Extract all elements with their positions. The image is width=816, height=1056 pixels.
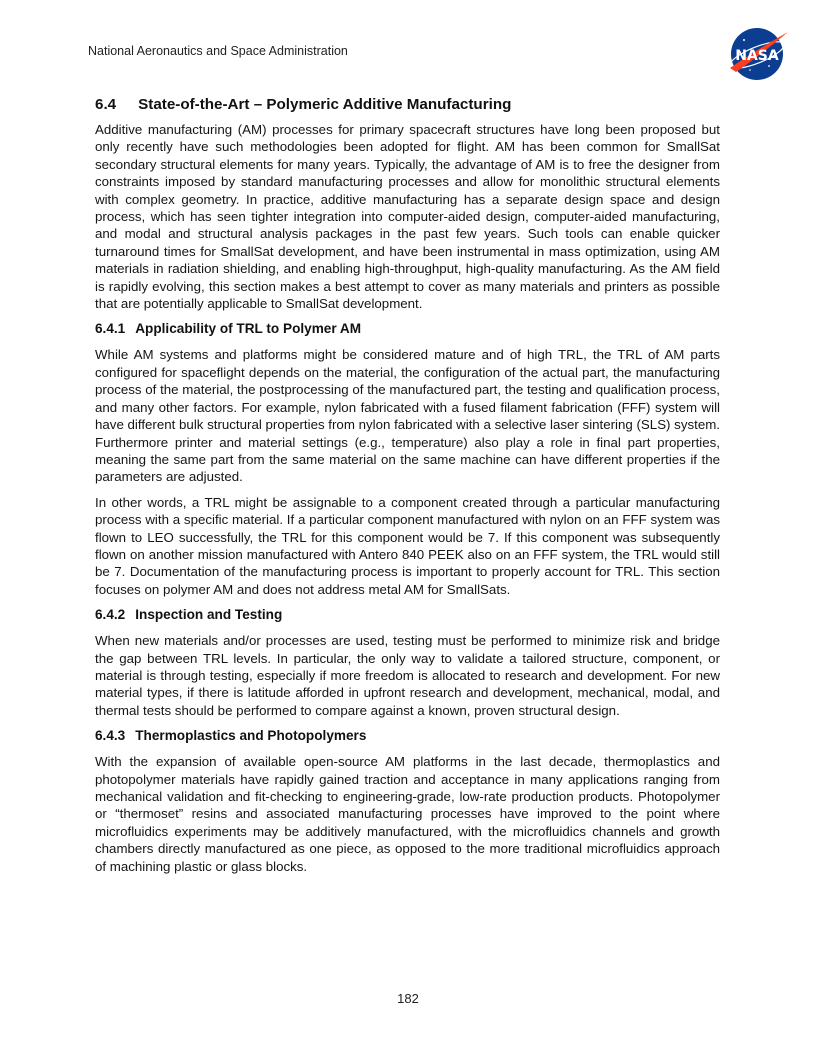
subsection-heading [95,320,720,338]
subsection-title: Thermoplastics and Photopolymers [135,728,367,744]
paragraph: In other words, a TRL might be assignable to a component created through a particular manufacturing process with a specific material. If a particular component manufactured with nylon on an FFF system was flown to LEO successfully, the TRL for this component would be 7. If this component was subsequently flown on another mission manufactured with Antero 840 PEEK also on an FFF system, the TRL would still be 7. Documentation of the manufacturing process is important to properly account for TRL. This section focuses on polymer AM and does not address metal AM for SmallSats. [95,494,720,597]
subsection-number: 6.4.3 [95,728,126,744]
paragraph: When new materials and/or processes are used, testing must be performed to minimize risk and bridge the gap between TRL levels. In particular, the only way to validate a tailored structure, component, or material is through testing, especially if more freedom is allocated to research and development. For new material types, if there is latitude afforded in upfront research and development, mechanical, modal, and thermal tests should be performed to compare against a known, proven structural design. [95,633,720,718]
section-heading [95,95,720,115]
page-number: 182 [397,991,419,1006]
section-title: State-of-the-Art – Polymeric Additive Manufacturing [138,96,512,113]
svg-text:NASA: NASA [735,48,779,64]
subsection-heading [95,606,720,624]
page-content [95,95,720,883]
subsection-heading [95,727,720,745]
subsection-title: Inspection and Testing [135,607,283,623]
subsection-number: 6.4.2 [95,607,126,623]
subsection-title: Applicability of TRL to Polymer AM [135,321,362,337]
paragraph: With the expansion of available open-source AM platforms in the last decade, thermoplastics and photopolymer materials have rapidly gained traction and acceptance in many applications ranging from mechanical validation and fit-checking to engineering-grade, low-rate production products. Photopolymer or “thermoset” resins and associated manufacturing processes have improved to the point where microfluidics experiments may be additively manufactured, with the microfluidics channels and growth chambers directly manufactured as one piece, as opposed to the more traditional microfluidics approach of machining plastic or glass blocks. [95,754,720,874]
subsection-number: 6.4.1 [95,321,126,337]
paragraph: While AM systems and platforms might be considered mature and of high TRL, the TRL of AM parts configured for spaceflight depends on the material, the configuration of the actual part, the manufacturing process of the material, the postprocessing of the manufactured part, the testing and qualification process, and many other factors. For example, nylon fabricated with a fused filament fabrication (FFF) system will have different bulk structural properties from nylon fabricated with a selective laser sintering (SLS) system. Furthermore printer and material settings (e.g., temperature) also play a role in final part properties, meaning the same part from the same material on the same machine can have different properties if the parameters are adjusted. [95,347,720,485]
paragraph: Additive manufacturing (AM) processes for primary spacecraft structures have long been proposed but only recently have such methodologies been adopted for flight. AM has been common for SmallSat secondary structural elements for many years. Typically, the advantage of AM is to free the designer from constraints imposed by standard manufacturing processes and allow for monolithic structural elements with complex geometry. In practice, additive manufacturing has a separate design space and design process, which has seen tighter integration into computer-aided design, computer-aided manufacturing, and modal and structural analysis packages in the past few years. Such tools can enable quicker turnaround times for SmallSat development, and have been instrumental in mass optimization, using AM materials in radiation shielding, and enabling high-throughput, high-quality manufacturing. As the AM field is rapidly evolving, this section makes a best attempt to cover as many materials and printers as possible that are potentially applicable to SmallSat development. [95,122,720,312]
header-organization: National Aeronautics and Space Administration [88,44,348,58]
section-number: 6.4 [95,96,117,113]
nasa-logo [722,24,792,84]
